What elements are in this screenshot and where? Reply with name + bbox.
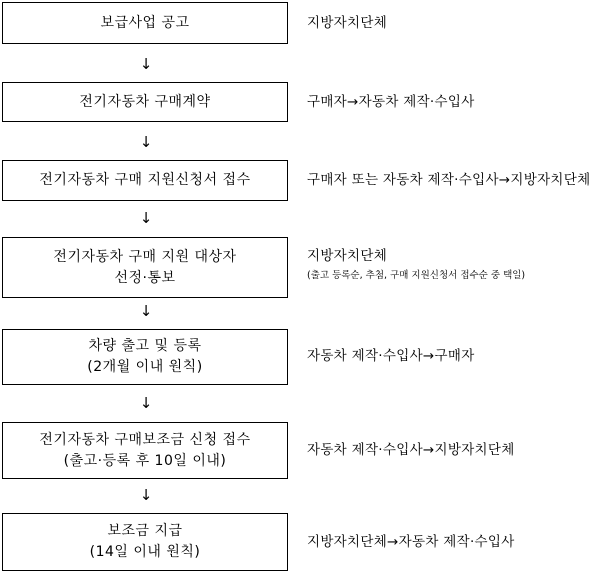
actor-text: 구매자 또는 자동차 제작·수입사→지방자치단체 [307,172,591,188]
step-box-line: (14일 이내 원칙) [89,544,201,560]
step-actor-application-receipt [307,170,603,190]
actor-text: 지방자치단체 [307,15,388,31]
actor-text: 구매자→자동차 제작·수입사 [307,94,475,110]
down-arrow-icon: ↓ [139,209,153,227]
actor-text: 자동차 제작·수입사→구매자 [307,348,475,364]
step-box-line: 전기자동차 구매 지원신청서 접수 [39,172,251,188]
step-box-purchase-contract [2,82,288,122]
step-actor-subsidy-application [307,440,603,460]
step-box-line: 전기자동차 구매 지원 대상자 [53,248,237,265]
actor-text: 자동차 제작·수입사→지방자치단체 [307,442,515,458]
step-box-release-registration [2,329,288,385]
step-actor-subsidy-payment [307,532,603,552]
actor-note: (출고 등록순, 추첨, 구매 지원신청서 접수순 중 택일) [307,270,526,281]
step-actor-announcement [307,13,603,33]
step-box-line: 보급사업 공고 [100,14,190,31]
down-arrow-icon: ↓ [139,394,153,412]
down-arrow-icon: ↓ [139,302,153,320]
down-arrow-icon: ↓ [139,133,153,151]
step-box-subsidy-payment [2,513,288,571]
step-box-selection-notice [2,237,288,298]
step-actor-purchase-contract [307,92,603,112]
step-box-line: 전기자동차 구매보조금 신청 접수 [39,431,251,448]
step-box-line: 선정·통보 [114,269,176,286]
step-box-line: 보조금 지급 [107,523,183,539]
step-box-application-receipt [2,160,288,201]
down-arrow-icon: ↓ [139,55,153,73]
actor-text: 지방자치단체 [307,248,388,264]
step-box-subsidy-application [2,422,288,479]
step-box-line: (출고·등록 후 10일 이내) [63,452,227,469]
down-arrow-icon: ↓ [139,486,153,504]
step-box-announcement [2,2,288,44]
step-box-line: 전기자동차 구매계약 [79,93,211,110]
actor-text: 지방자치단체→자동차 제작·수입사 [307,534,515,550]
step-box-line: (2개월 이내 원칙) [87,359,203,375]
step-box-line: 차량 출고 및 등록 [88,338,202,354]
step-actor-release-registration [307,346,603,366]
step-actor-selection-notice [307,246,603,283]
